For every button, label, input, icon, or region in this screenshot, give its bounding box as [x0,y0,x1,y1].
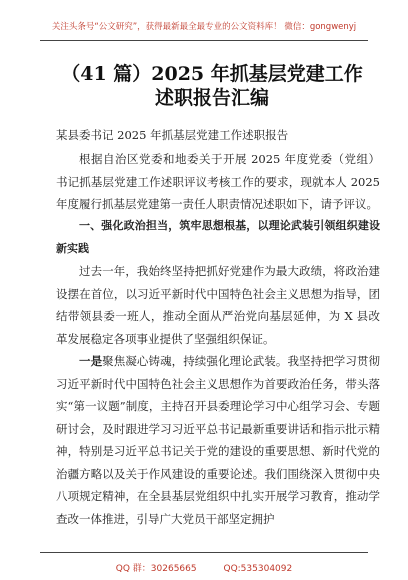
footer-qq-group: QQ 群：30265665 [115,564,197,574]
paragraph-3-body: 聚焦凝心铸魂，持续强化理论武装。我坚持把学习贯彻习近平新时代中国特色社会主义思想作为首要政治任务，带头落实“第一议题”制度，主持召开县委理论学习中心组学习会、专题研讨会，及时跟进学习习近平总书记最新重要讲话和指示批示精神，特别是习近平总书记关于党的建设的重要思想、新时代党的治疆方略以及关于作风建设的重要论述。我们围绕深入贯彻中央八项规定精神，在全县基层党组织中扎实开展学习教育，推动学查改一体推进，引导广大党员干部坚定拥护 [56,354,381,526]
paragraph-3-lead: 一是 [79,354,103,368]
document-title: （41 篇）2025 年抓基层党建工作述职报告汇编 [61,63,363,109]
paragraph-3 [56,350,380,530]
footer-qq-contact: QQ:535304092 [223,564,293,574]
footer-divider [40,552,368,553]
header-divider [40,40,368,41]
paragraph-intro: 根据自治区党委和地委关于开展 2025 年度党委（党组）书记抓基层党建工作述职评议考核工作的要求，现就本人 2025 年度履行抓基层党建第一责任人职责情况述职如下，请予评议。 [56,152,380,211]
paragraph-2: 过去一年，我始终坚持把抓好党建作为最大政绩，将政治建设摆在首位，以习近平新时代中国特色社会主义思想为指导，团结带领县委一班人，推动全面从严治党向基层延伸，为 X 县改革发展稳定各项事业提供了坚强组织保证。 [56,264,380,346]
section-heading-1: 一、强化政治担当，筑牢思想根基，以理论武装引领组织建设新实践 [56,219,380,255]
footer-contacts [40,561,368,574]
document-subtitle: 某县委书记 2025 年抓基层党建工作述职报告 [56,128,289,142]
header-banner: 关注头条号“公文研究”，获得最新最全最专业的公文资料库！ 微信：gongwenyj [51,22,357,32]
